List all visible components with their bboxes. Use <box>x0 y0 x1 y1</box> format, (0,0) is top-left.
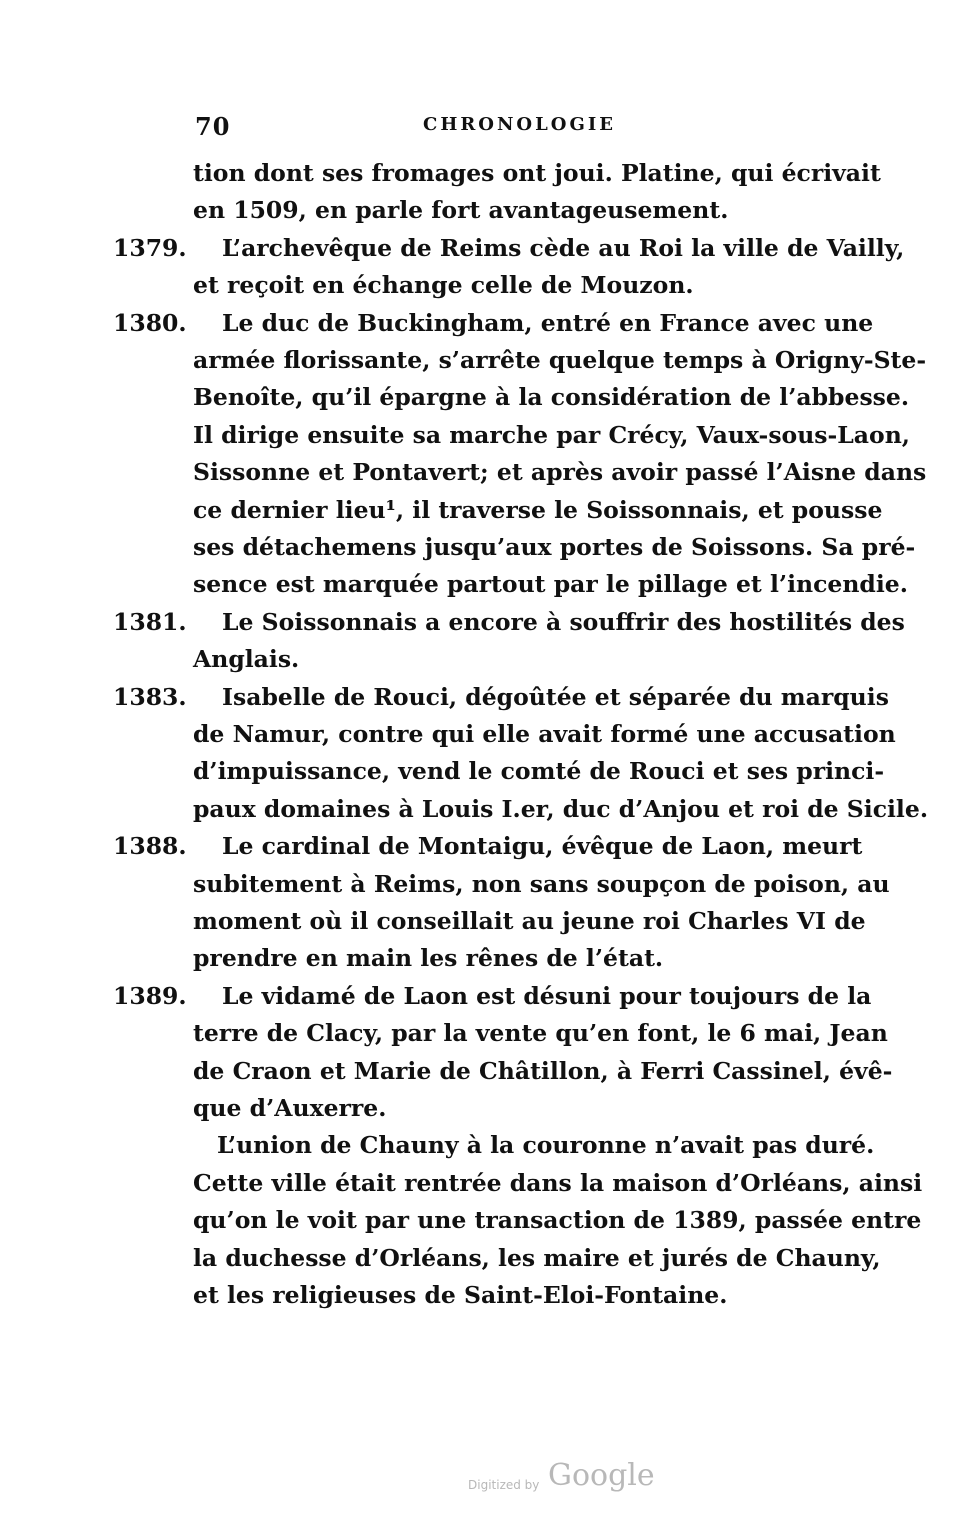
text-line: tion dont ses fromages ont joui. Platine, qui écrivait <box>193 159 881 187</box>
text-line: et reçoit en échange celle de Mouzon. <box>193 271 694 300</box>
text-line: subitement à Reims, non sans soupçon de poison, au <box>193 869 890 898</box>
text-line: ce dernier lieu¹, il traverse le Soissonnais, et pousse <box>193 495 883 524</box>
entry-year: 1381. <box>113 607 187 636</box>
text-line: d’impuissance, vend le comté de Rouci et ses princi- <box>193 757 885 786</box>
text-line: Anglais. <box>193 645 300 674</box>
entry-year: 1388. <box>113 832 187 861</box>
text-line: moment où il conseillait au jeune roi Charles VI de <box>193 907 866 935</box>
text-line: paux domaines à Louis I.er, duc d’Anjou et roi de Sicile. <box>193 794 928 823</box>
watermark-prefix: Digitized by <box>468 1478 540 1492</box>
text-line: Le cardinal de Montaigu, évêque de Laon, meurt <box>222 832 863 861</box>
text-line: Le Soissonnais a encore à souffrir des hostilités des <box>222 607 905 636</box>
watermark-brand: Google <box>548 1458 655 1493</box>
running-title: CHRONOLOGIE <box>423 114 616 135</box>
text-line: qu’on le voit par une transaction de 1389, passée entre <box>193 1206 922 1235</box>
text-line: Cette ville était rentrée dans la maison d’Orléans, ainsi <box>193 1168 923 1197</box>
text-line: en 1509, en parle fort avantageusement. <box>193 196 729 225</box>
text-line: L’union de Chauny à la couronne n’avait pas duré. <box>217 1131 875 1160</box>
text-line: terre de Clacy, par la vente qu’en font, le 6 mai, Jean <box>193 1019 888 1048</box>
text-line: L’archevêque de Reims cède au Roi la ville de Vailly, <box>222 233 905 262</box>
text-line: Le vidamé de Laon est désuni pour toujours de la <box>222 981 872 1010</box>
page-header <box>195 112 845 146</box>
text-line: et les religieuses de Saint-Eloi-Fontaine. <box>193 1281 728 1309</box>
entry-year: 1379. <box>113 233 187 262</box>
digitized-watermark <box>468 1458 668 1498</box>
text-line: Sissonne et Pontavert; et après avoir passé l’Aisne dans <box>193 458 927 487</box>
text-line: Isabelle de Rouci, dégoûtée et séparée du marquis <box>222 682 889 711</box>
text-line: la duchesse d’Orléans, les maire et jurés de Chauny, <box>193 1243 881 1272</box>
text-line: Il dirige ensuite sa marche par Crécy, Vaux-sous-Laon, <box>193 420 910 449</box>
text-line: sence est marquée partout par le pillage et l’incendie. <box>193 570 908 599</box>
text-line: prendre en main les rênes de l’état. <box>193 944 664 973</box>
text-line: ses détachemens jusqu’aux portes de Soissons. Sa pré- <box>193 533 916 561</box>
page-number: 70 <box>195 112 231 141</box>
text-line: de Craon et Marie de Châtillon, à Ferri Cassinel, évê- <box>193 1056 893 1085</box>
text-line: armée florissante, s’arrête quelque temps à Origny-Ste- <box>193 346 927 374</box>
text-line: que d’Auxerre. <box>193 1094 387 1122</box>
text-line: Le duc de Buckingham, entré en France avec une <box>222 308 874 337</box>
text-line: Benoîte, qu’il épargne à la considération de l’abbesse. <box>193 383 910 412</box>
entry-year: 1380. <box>113 308 187 337</box>
text-line: de Namur, contre qui elle avait formé une accusation <box>193 720 896 748</box>
entry-year: 1383. <box>113 682 187 711</box>
entry-year: 1389. <box>113 981 187 1010</box>
